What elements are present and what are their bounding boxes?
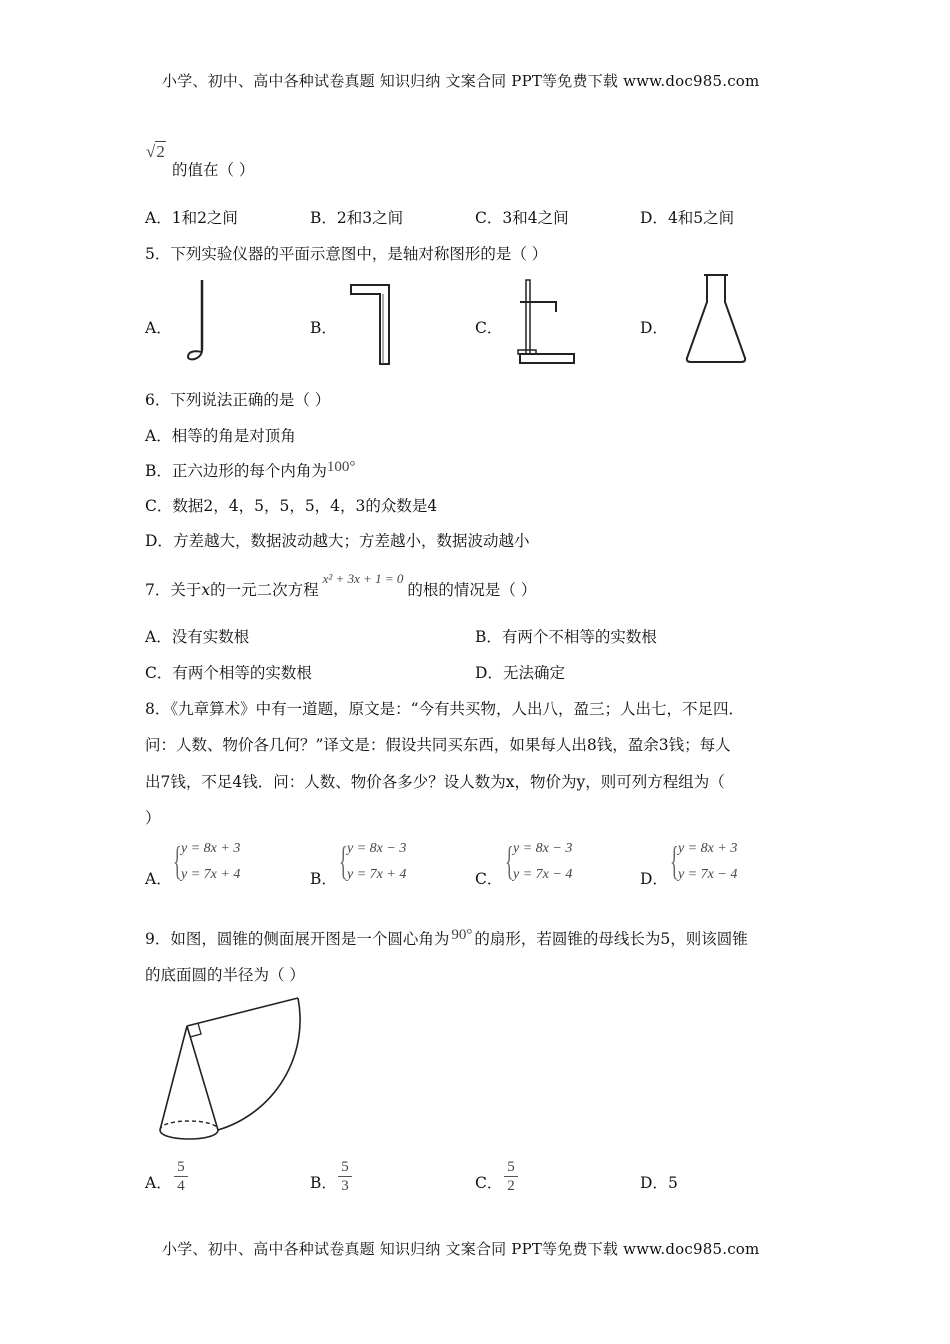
- q9-option-a-label: A．: [145, 1174, 172, 1192]
- q5-option-c-label: C．: [475, 319, 503, 337]
- q6-stem: 6．下列说法正确的是（ ）: [145, 391, 331, 409]
- radicand: 2: [156, 142, 165, 161]
- q7-option-d: D．无法确定: [475, 664, 565, 682]
- q8-option-a-system: { y = 8x + 3 y = 7x + 4: [173, 838, 241, 883]
- q8-option-a-label: A．: [145, 870, 172, 888]
- q7-stem: 7．关于x的一元二次方程$^{x^2 + 3x + 1 = 0}$的根的情况是（ ）: [145, 571, 537, 599]
- q6-option-d: D．方差越大，数据波动越大；方差越小，数据波动越小: [145, 532, 530, 550]
- q9-option-c-label: C．: [475, 1174, 503, 1192]
- q5-option-d-label: D．: [640, 319, 668, 337]
- q9-option-c-fraction: 5 2: [503, 1158, 519, 1195]
- q7-option-a: A．没有实数根: [145, 628, 250, 646]
- q5-option-a-label: A．: [145, 319, 172, 337]
- q8-option-d-label: D．: [640, 870, 668, 888]
- sqrt-sign: √: [146, 142, 156, 161]
- q6-option-c: C．数据2，4，5，5，5，4，3的众数是4: [145, 497, 438, 515]
- q8-option-c-system: { y = 8x − 3 y = 7x − 4: [505, 838, 573, 883]
- q7-option-b: B．有两个不相等的实数根: [475, 628, 657, 646]
- q9-option-d: D．5: [640, 1174, 678, 1192]
- q8-option-b-system: { y = 8x − 3 y = 7x + 4: [339, 838, 407, 883]
- q8-option-c-label: C．: [475, 870, 503, 888]
- q9-option-b-label: B．: [310, 1174, 337, 1192]
- q8-line-2: 问：人数、物价各几何？”译文是：假设共同买东西，如果每人出8钱，盈余3钱；每人: [145, 736, 731, 754]
- q4-option-c: C．3和4之间: [475, 209, 569, 227]
- angle-100: 100°: [326, 459, 356, 475]
- q7-option-c: C．有两个相等的实数根: [145, 664, 312, 682]
- q5-stem: 5．下列实验仪器的平面示意图中，是轴对称图形的是（ ）: [145, 245, 548, 263]
- q9-line-2: 的底面圆的半径为（ ）: [145, 966, 305, 984]
- q4-option-a: A．1和2之间: [145, 209, 238, 227]
- q9-option-b-fraction: 5 3: [337, 1158, 353, 1195]
- q7-equation: x² + 3x + 1 = 0: [322, 571, 404, 586]
- page-footer: 小学、初中、高中各种试卷真题 知识归纳 文案合同 PPT等免费下载 www.doc985.com: [162, 1240, 760, 1258]
- angle-90: 90°: [451, 927, 473, 943]
- conical-flask-icon: [683, 272, 749, 366]
- dropper-spoon-icon: [183, 278, 213, 366]
- q9-option-a-fraction: 5 4: [173, 1158, 189, 1195]
- bent-tube-icon: [349, 282, 393, 366]
- cone-net-figure: [150, 992, 310, 1144]
- q4-option-d: D．4和5之间: [640, 209, 735, 227]
- sqrt-2: [146, 142, 166, 162]
- q4-stem: 的值在（ ）: [172, 161, 255, 179]
- q6-option-b: B．正六边形的每个内角为100°: [145, 459, 356, 480]
- q5-option-b-label: B．: [310, 319, 337, 337]
- q8-option-d-system: { y = 8x + 3 y = 7x − 4: [670, 838, 738, 883]
- q9-line-1: 9．如图，圆锥的侧面展开图是一个圆心角为 90° 的扇形，若圆锥的母线长为5，则该圆锥: [145, 927, 748, 948]
- q8-line-1: 8．《九章算术》中有一道题，原文是：“今有共买物，人出八，盈三；人出七，不足四．: [145, 700, 745, 718]
- q8-line-4: ）: [145, 809, 161, 827]
- q4-option-b: B．2和3之间: [310, 209, 404, 227]
- q8-option-b-label: B．: [310, 870, 337, 888]
- q8-line-3: 出7钱，不足4钱．问：人数、物价各多少？设人数为x，物价为y，则可列方程组为（: [145, 773, 725, 791]
- iron-stand-icon: [516, 276, 576, 368]
- page-header: 小学、初中、高中各种试卷真题 知识归纳 文案合同 PPT等免费下载 www.doc985.com: [162, 72, 760, 90]
- q6-option-a: A．相等的角是对顶角: [145, 427, 296, 445]
